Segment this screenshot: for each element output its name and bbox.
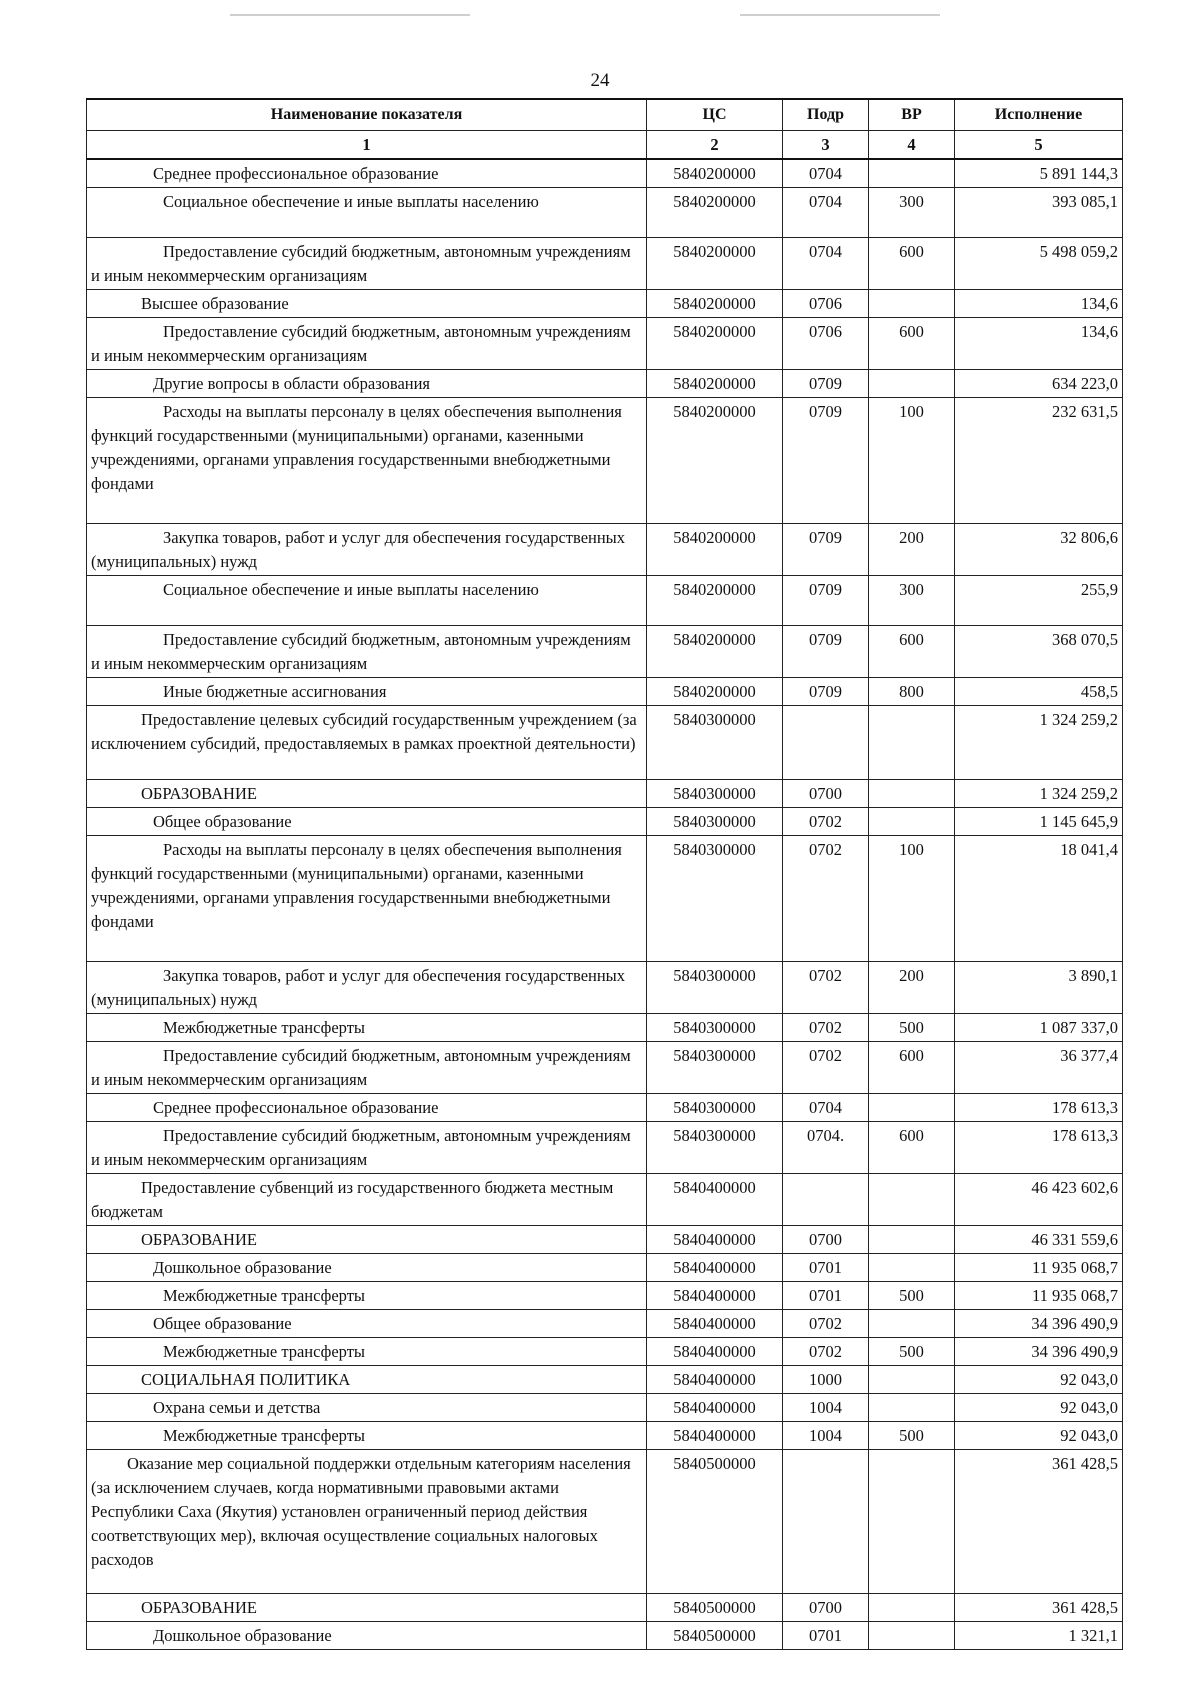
row-podr-cell: 0700: [783, 780, 869, 808]
row-podr-cell: [783, 1174, 869, 1226]
row-name-text: Закупка товаров, работ и услуг для обеспечения государственных (муниципальных) нужд: [91, 528, 626, 571]
row-vr-cell: [869, 370, 955, 398]
row-name-cell: [87, 1594, 647, 1622]
row-podr-cell: 0702: [783, 1338, 869, 1366]
row-amount-cell: 11 935 068,7: [955, 1254, 1123, 1282]
row-name-text: Охрана семьи и детства: [153, 1398, 321, 1417]
row-amount-cell: 368 070,5: [955, 626, 1123, 678]
row-cs-cell: 5840400000: [647, 1366, 783, 1394]
table-row: [87, 836, 1123, 962]
table-row: [87, 1282, 1123, 1310]
table-row: [87, 1310, 1123, 1338]
row-vr-cell: [869, 1622, 955, 1650]
row-amount-cell: 1 321,1: [955, 1622, 1123, 1650]
table-row: [87, 626, 1123, 678]
row-cs-cell: 5840300000: [647, 962, 783, 1014]
row-vr-cell: [869, 290, 955, 318]
row-amount-cell: 1 324 259,2: [955, 706, 1123, 780]
row-vr-cell: 100: [869, 836, 955, 962]
row-vr-cell: 600: [869, 1042, 955, 1094]
row-name-text: Расходы на выплаты персоналу в целях обеспечения выполнения функций государственными (муниципальными) органами, казенными учреждениями, органами управления государственными внебюджетными фондами: [91, 402, 622, 493]
table-row: [87, 1422, 1123, 1450]
row-amount-cell: 11 935 068,7: [955, 1282, 1123, 1310]
row-podr-cell: 1000: [783, 1366, 869, 1394]
row-name-cell: [87, 1226, 647, 1254]
row-name-text: ОБРАЗОВАНИЕ: [141, 1230, 257, 1249]
row-name-cell: [87, 780, 647, 808]
row-cs-cell: 5840300000: [647, 808, 783, 836]
row-name-cell: [87, 1094, 647, 1122]
row-cs-cell: 5840300000: [647, 1122, 783, 1174]
table-row: [87, 524, 1123, 576]
row-name-text: Социальное обеспечение и иные выплаты населению: [163, 580, 539, 599]
table-row: [87, 1174, 1123, 1226]
row-name-cell: [87, 1366, 647, 1394]
row-name-text: Среднее профессиональное образование: [153, 164, 439, 183]
row-vr-cell: 500: [869, 1014, 955, 1042]
row-vr-cell: [869, 1450, 955, 1594]
row-podr-cell: 0702: [783, 1042, 869, 1094]
row-vr-cell: [869, 1394, 955, 1422]
row-name-cell: [87, 1338, 647, 1366]
row-podr-cell: 0709: [783, 370, 869, 398]
row-name-cell: [87, 524, 647, 576]
table-body: [87, 159, 1123, 1650]
row-amount-cell: 34 396 490,9: [955, 1338, 1123, 1366]
row-cs-cell: 5840300000: [647, 1014, 783, 1042]
row-name-text: Расходы на выплаты персоналу в целях обеспечения выполнения функций государственными (муниципальными) органами, казенными учреждениями, органами управления государственными внебюджетными фондами: [91, 840, 622, 931]
row-amount-cell: 178 613,3: [955, 1094, 1123, 1122]
row-name-text: Высшее образование: [141, 294, 289, 313]
row-cs-cell: 5840400000: [647, 1174, 783, 1226]
row-podr-cell: 0702: [783, 1310, 869, 1338]
row-amount-cell: 18 041,4: [955, 836, 1123, 962]
row-name-text: Предоставление субсидий бюджетным, автономным учреждениям и иным некоммерческим организациям: [91, 322, 631, 365]
row-name-cell: [87, 398, 647, 524]
table-row: [87, 1226, 1123, 1254]
row-name-text: Предоставление субсидий бюджетным, автономным учреждениям и иным некоммерческим организациям: [91, 1126, 631, 1169]
row-name-cell: [87, 370, 647, 398]
row-amount-cell: 361 428,5: [955, 1450, 1123, 1594]
row-name-cell: [87, 836, 647, 962]
row-cs-cell: 5840200000: [647, 318, 783, 370]
row-cs-cell: 5840400000: [647, 1338, 783, 1366]
row-name-text: Другие вопросы в области образования: [153, 374, 431, 393]
row-podr-cell: 0702: [783, 1014, 869, 1042]
row-vr-cell: [869, 1366, 955, 1394]
row-amount-cell: 1 145 645,9: [955, 808, 1123, 836]
row-name-cell: [87, 1282, 647, 1310]
row-amount-cell: 232 631,5: [955, 398, 1123, 524]
row-podr-cell: 0704: [783, 159, 869, 188]
table-row: [87, 1254, 1123, 1282]
row-vr-cell: [869, 1226, 955, 1254]
table-row: [87, 780, 1123, 808]
row-vr-cell: [869, 1254, 955, 1282]
row-amount-cell: 134,6: [955, 318, 1123, 370]
row-vr-cell: 500: [869, 1282, 955, 1310]
row-name-text: Предоставление субсидий бюджетным, автономным учреждениям и иным некоммерческим организациям: [91, 1046, 631, 1089]
row-cs-cell: 5840400000: [647, 1282, 783, 1310]
row-cs-cell: 5840300000: [647, 1094, 783, 1122]
row-podr-cell: 1004: [783, 1394, 869, 1422]
table-row: [87, 398, 1123, 524]
row-podr-cell: 0709: [783, 626, 869, 678]
row-cs-cell: 5840200000: [647, 370, 783, 398]
page-number: 24: [590, 70, 610, 91]
row-podr-cell: 0704: [783, 188, 869, 238]
row-amount-cell: 458,5: [955, 678, 1123, 706]
row-vr-cell: [869, 1094, 955, 1122]
row-podr-cell: 0709: [783, 398, 869, 524]
row-name-cell: [87, 1622, 647, 1650]
header-vr: ВР: [869, 99, 955, 131]
row-amount-cell: 3 890,1: [955, 962, 1123, 1014]
row-vr-cell: 100: [869, 398, 955, 524]
table-row: [87, 1450, 1123, 1594]
row-vr-cell: [869, 808, 955, 836]
row-podr-cell: 0704: [783, 1094, 869, 1122]
row-name-text: Межбюджетные трансферты: [163, 1286, 366, 1305]
row-name-cell: [87, 808, 647, 836]
row-vr-cell: 200: [869, 524, 955, 576]
row-name-cell: [87, 1174, 647, 1226]
row-amount-cell: 393 085,1: [955, 188, 1123, 238]
column-number: 2: [647, 131, 783, 160]
row-cs-cell: 5840300000: [647, 780, 783, 808]
row-name-cell: [87, 962, 647, 1014]
row-podr-cell: 0701: [783, 1254, 869, 1282]
row-name-text: Общее образование: [153, 812, 292, 831]
row-name-cell: [87, 1422, 647, 1450]
row-name-cell: [87, 706, 647, 780]
row-cs-cell: 5840200000: [647, 159, 783, 188]
table-row: [87, 1366, 1123, 1394]
row-cs-cell: 5840200000: [647, 626, 783, 678]
row-vr-cell: 600: [869, 626, 955, 678]
row-vr-cell: [869, 780, 955, 808]
table-row: [87, 1122, 1123, 1174]
row-podr-cell: 0709: [783, 576, 869, 626]
row-name-text: СОЦИАЛЬНАЯ ПОЛИТИКА: [141, 1370, 351, 1389]
scan-artifact-left: [230, 14, 470, 16]
row-name-cell: [87, 318, 647, 370]
header-name: Наименование показателя: [87, 99, 647, 131]
row-cs-cell: 5840200000: [647, 398, 783, 524]
row-podr-cell: 0702: [783, 962, 869, 1014]
table-row: [87, 808, 1123, 836]
row-cs-cell: 5840200000: [647, 576, 783, 626]
row-cs-cell: 5840300000: [647, 1042, 783, 1094]
row-cs-cell: 5840500000: [647, 1594, 783, 1622]
row-podr-cell: [783, 1450, 869, 1594]
row-vr-cell: 200: [869, 962, 955, 1014]
table-row: [87, 370, 1123, 398]
row-podr-cell: 0702: [783, 836, 869, 962]
table-row: [87, 159, 1123, 188]
row-amount-cell: 46 331 559,6: [955, 1226, 1123, 1254]
table-row: [87, 290, 1123, 318]
row-name-cell: [87, 1450, 647, 1594]
row-amount-cell: 255,9: [955, 576, 1123, 626]
row-name-text: Межбюджетные трансферты: [163, 1426, 366, 1445]
row-name-text: Предоставление субвенций из государственного бюджета местным бюджетам: [91, 1178, 614, 1221]
header-amount: Исполнение: [955, 99, 1123, 131]
row-vr-cell: [869, 159, 955, 188]
table-row: [87, 1014, 1123, 1042]
row-name-text: ОБРАЗОВАНИЕ: [141, 1598, 257, 1617]
row-podr-cell: 0709: [783, 678, 869, 706]
row-name-cell: [87, 1042, 647, 1094]
row-name-text: Общее образование: [153, 1314, 292, 1333]
row-amount-cell: 36 377,4: [955, 1042, 1123, 1094]
row-amount-cell: 634 223,0: [955, 370, 1123, 398]
row-cs-cell: 5840200000: [647, 238, 783, 290]
row-vr-cell: 500: [869, 1338, 955, 1366]
row-cs-cell: 5840400000: [647, 1310, 783, 1338]
row-cs-cell: 5840500000: [647, 1450, 783, 1594]
row-cs-cell: 5840500000: [647, 1622, 783, 1650]
row-cs-cell: 5840200000: [647, 188, 783, 238]
row-name-text: Межбюджетные трансферты: [163, 1342, 366, 1361]
row-vr-cell: 800: [869, 678, 955, 706]
row-amount-cell: 1 087 337,0: [955, 1014, 1123, 1042]
table-row: [87, 1094, 1123, 1122]
row-amount-cell: 5 891 144,3: [955, 159, 1123, 188]
row-name-cell: [87, 159, 647, 188]
row-vr-cell: [869, 1174, 955, 1226]
row-name-text: Межбюджетные трансферты: [163, 1018, 366, 1037]
row-name-cell: [87, 188, 647, 238]
table-row: [87, 1622, 1123, 1650]
row-name-cell: [87, 1254, 647, 1282]
row-amount-cell: 34 396 490,9: [955, 1310, 1123, 1338]
table-row: [87, 1338, 1123, 1366]
row-podr-cell: 0700: [783, 1594, 869, 1622]
table-header-row: [87, 99, 1123, 131]
row-name-cell: [87, 290, 647, 318]
row-amount-cell: 92 043,0: [955, 1394, 1123, 1422]
table-row: [87, 188, 1123, 238]
row-name-text: Социальное обеспечение и иные выплаты населению: [163, 192, 539, 211]
row-vr-cell: 600: [869, 1122, 955, 1174]
row-cs-cell: 5840200000: [647, 290, 783, 318]
row-podr-cell: [783, 706, 869, 780]
row-name-text: Предоставление субсидий бюджетным, автономным учреждениям и иным некоммерческим организациям: [91, 242, 631, 285]
row-vr-cell: 500: [869, 1422, 955, 1450]
row-name-text: Иные бюджетные ассигнования: [163, 682, 387, 701]
row-podr-cell: 1004: [783, 1422, 869, 1450]
row-name-cell: [87, 1014, 647, 1042]
row-cs-cell: 5840300000: [647, 706, 783, 780]
row-amount-cell: 178 613,3: [955, 1122, 1123, 1174]
row-vr-cell: [869, 1310, 955, 1338]
row-amount-cell: 1 324 259,2: [955, 780, 1123, 808]
row-name-text: ОБРАЗОВАНИЕ: [141, 784, 257, 803]
row-cs-cell: 5840200000: [647, 524, 783, 576]
row-vr-cell: 600: [869, 318, 955, 370]
row-name-cell: [87, 1310, 647, 1338]
row-vr-cell: 300: [869, 188, 955, 238]
row-podr-cell: 0709: [783, 524, 869, 576]
row-name-cell: [87, 678, 647, 706]
row-name-cell: [87, 576, 647, 626]
row-name-text: Дошкольное образование: [153, 1258, 332, 1277]
row-name-text: Оказание мер социальной поддержки отдельным категориям населения (за исключением случаев, когда нормативными правовыми актами Республики Саха (Якутия) установлен ограниченный период действия соответствующих мер), включая осуществление социальных налоговых расходов: [91, 1454, 631, 1569]
row-podr-cell: 0702: [783, 808, 869, 836]
row-podr-cell: 0701: [783, 1622, 869, 1650]
table-row: [87, 962, 1123, 1014]
row-cs-cell: 5840300000: [647, 836, 783, 962]
row-amount-cell: 134,6: [955, 290, 1123, 318]
row-name-text: Дошкольное образование: [153, 1626, 332, 1645]
budget-execution-table: [86, 98, 1123, 1650]
row-name-text: Среднее профессиональное образование: [153, 1098, 439, 1117]
row-amount-cell: 92 043,0: [955, 1366, 1123, 1394]
row-cs-cell: 5840200000: [647, 678, 783, 706]
row-vr-cell: [869, 1594, 955, 1622]
row-name-cell: [87, 1394, 647, 1422]
row-name-text: Закупка товаров, работ и услуг для обеспечения государственных (муниципальных) нужд: [91, 966, 626, 1009]
table-row: [87, 238, 1123, 290]
table-row: [87, 576, 1123, 626]
row-amount-cell: 361 428,5: [955, 1594, 1123, 1622]
row-cs-cell: 5840400000: [647, 1394, 783, 1422]
row-podr-cell: 0704: [783, 238, 869, 290]
row-amount-cell: 32 806,6: [955, 524, 1123, 576]
row-amount-cell: 5 498 059,2: [955, 238, 1123, 290]
column-number: 3: [783, 131, 869, 160]
column-number: 4: [869, 131, 955, 160]
row-podr-cell: 0704.: [783, 1122, 869, 1174]
table-row: [87, 706, 1123, 780]
column-number: 1: [87, 131, 647, 160]
row-name-text: Предоставление субсидий бюджетным, автономным учреждениям и иным некоммерческим организациям: [91, 630, 631, 673]
row-podr-cell: 0706: [783, 290, 869, 318]
header-cs: ЦС: [647, 99, 783, 131]
row-name-cell: [87, 1122, 647, 1174]
column-number-row: [87, 131, 1123, 160]
column-number: 5: [955, 131, 1123, 160]
row-name-text: Предоставление целевых субсидий государственным учреждением (за исключением субсидий, предоставляемых в рамках проектной деятельности): [91, 710, 637, 753]
table-row: [87, 1594, 1123, 1622]
row-vr-cell: 600: [869, 238, 955, 290]
row-podr-cell: 0701: [783, 1282, 869, 1310]
row-cs-cell: 5840400000: [647, 1226, 783, 1254]
row-name-cell: [87, 238, 647, 290]
table-row: [87, 318, 1123, 370]
row-podr-cell: 0706: [783, 318, 869, 370]
row-vr-cell: 300: [869, 576, 955, 626]
row-vr-cell: [869, 706, 955, 780]
row-cs-cell: 5840400000: [647, 1422, 783, 1450]
header-podr: Подр: [783, 99, 869, 131]
scan-artifact-right: [740, 14, 940, 16]
row-podr-cell: 0700: [783, 1226, 869, 1254]
table-row: [87, 678, 1123, 706]
table-row: [87, 1042, 1123, 1094]
row-amount-cell: 92 043,0: [955, 1422, 1123, 1450]
row-cs-cell: 5840400000: [647, 1254, 783, 1282]
row-name-cell: [87, 626, 647, 678]
row-amount-cell: 46 423 602,6: [955, 1174, 1123, 1226]
table-row: [87, 1394, 1123, 1422]
